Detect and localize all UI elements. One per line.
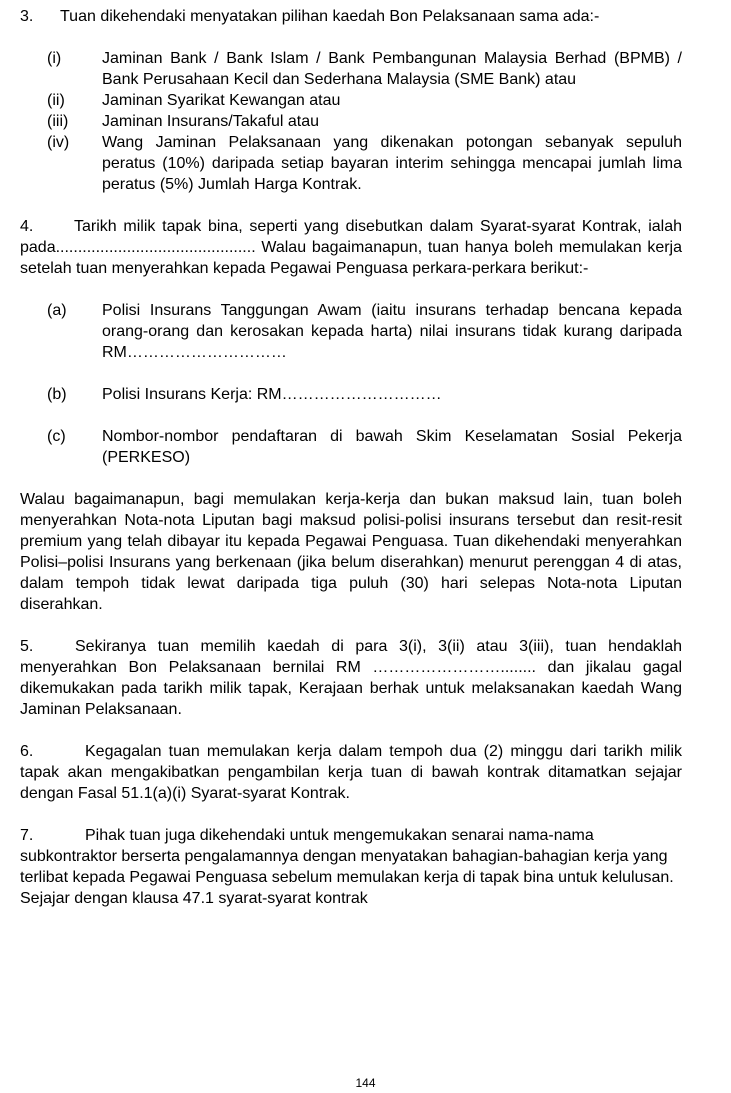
section-text: Tuan dikehendaki menyatakan pilihan kaedah Bon Pelaksanaan sama ada:- xyxy=(60,8,600,25)
section-number: 4. xyxy=(20,218,34,235)
section-number: 3. xyxy=(20,8,34,25)
section-6 xyxy=(20,741,682,804)
list-item xyxy=(20,111,682,132)
list-text: Wang Jaminan Pelaksanaan yang dikenakan potongan sebanyak sepuluh peratus (10%) daripada setiap bayaran interim sehingga mencapai jumlah lima peratus (5%) Jumlah Harga Kontrak. xyxy=(102,134,682,193)
list-text: Nombor-nombor pendaftaran di bawah Skim Keselamatan Sosial Pekerja (PERKESO) xyxy=(102,428,682,466)
list-item xyxy=(20,384,682,405)
page-number: 144 xyxy=(355,1076,376,1090)
section-5 xyxy=(20,636,682,720)
list-text: Jaminan Insurans/Takaful atau xyxy=(102,113,320,130)
document-page xyxy=(20,6,682,909)
section-text: Pihak tuan juga dikehendaki untuk mengemukakan senarai nama-nama subkontraktor berserta pengalamannya dengan menyatakan bahagian-bahagian kerja yang terlibat kepada Pegawai Penguasa sebelum memulakan kerja di tapak bina untuk kelulusan. Sejajar dengan klausa 47.1 syarat-syarat kontrak xyxy=(20,827,674,907)
list-label: (a) xyxy=(47,302,67,319)
section-text: Sekiranya tuan memilih kaedah di para 3(i), 3(ii) atau 3(iii), tuan hendaklah menyerahkan Bon Pelaksanaan bernilai RM ……………………........ dan jikalau gagal dikemukakan pada tarikh milik tapak, Kerajaan berhak untuk melaksanakan kaedah Wang Jaminan Pelaksanaan. xyxy=(20,638,682,718)
list-item xyxy=(20,48,682,90)
section-7 xyxy=(20,825,682,909)
section-4 xyxy=(20,216,682,615)
list-label: (ii) xyxy=(47,92,65,109)
section-text: Tarikh milik tapak bina, seperti yang disebutkan dalam Syarat-syarat Kontrak, ialah pada............................................. Walau bagaimanapun, tuan hanya boleh memulakan kerja setelah tuan menyerahkan kepada Pegawai Penguasa perkara-perkara berikut:- xyxy=(20,218,682,277)
section-number: 5. xyxy=(20,638,34,655)
section-4-closing: Walau bagaimanapun, bagi memulakan kerja-kerja dan bukan maksud lain, tuan boleh menyerahkan Nota-nota Liputan bagi maksud polisi-polisi insurans tersebut dan resit-resit premium yang telah dibayar itu kepada Pegawai Penguasa. Tuan dikehendaki menyerahkan Polisi–polisi Insurans yang berkenaan (jika belum diserahkan) menurut perenggan 4 di atas, dalam tempoh tidak lewat daripada tiga puluh (30) hari selepas Nota-nota Liputan diserahkan. xyxy=(20,491,682,613)
list-item xyxy=(20,132,682,195)
list-label: (b) xyxy=(47,386,67,403)
section-3 xyxy=(20,6,682,195)
section-3-heading xyxy=(20,6,682,27)
section-text: Kegagalan tuan memulakan kerja dalam tempoh dua (2) minggu dari tarikh milik tapak akan mengakibatkan pengambilan kerja tuan di bawah kontrak ditamatkan sejajar dengan Fasal 51.1(a)(i) Syarat-syarat Kontrak. xyxy=(20,743,682,802)
list-text: Jaminan Bank / Bank Islam / Bank Pembangunan Malaysia Berhad (BPMB) / Bank Perusahaan Kecil dan Sederhana Malaysia (SME Bank) atau xyxy=(102,50,682,88)
section-number: 7. xyxy=(20,827,34,844)
list-label: (iv) xyxy=(47,134,70,151)
list-item xyxy=(20,300,682,363)
section-number: 6. xyxy=(20,743,34,760)
list-item xyxy=(20,426,682,468)
list-text: Polisi Insurans Tanggungan Awam (iaitu insurans terhadap bencana kepada orang-orang dan kerosakan kepada harta) nilai insurans tidak kurang daripada RM………………………… xyxy=(102,302,682,361)
list-label: (iii) xyxy=(47,113,69,130)
list-label: (c) xyxy=(47,428,66,445)
list-text: Jaminan Syarikat Kewangan atau xyxy=(102,92,341,109)
section-4-body xyxy=(20,216,682,279)
list-text: Polisi Insurans Kerja: RM………………………… xyxy=(102,386,442,403)
list-label: (i) xyxy=(47,50,62,67)
list-item xyxy=(20,90,682,111)
